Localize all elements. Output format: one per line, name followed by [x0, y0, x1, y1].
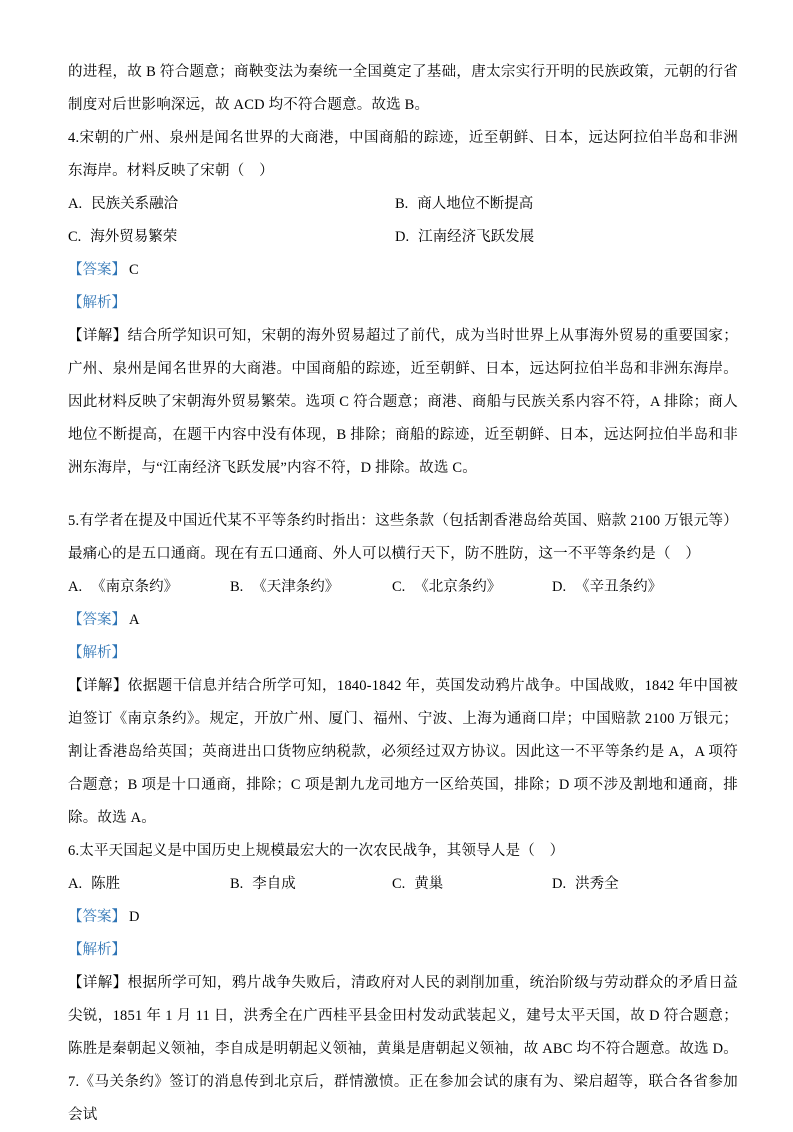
- question-5-option-a: [68, 571, 230, 604]
- option-text: 洪秀全: [575, 876, 619, 892]
- question-6-option-c: [392, 868, 552, 901]
- question-6-answer-line: [68, 901, 738, 934]
- question-5-block: [68, 505, 738, 835]
- question-5-stem: 5.有学者在提及中国近代某不平等条约时指出：这些条款（包括割香港岛给英国、赔款 2100 万银元等）最痛心的是五口通商。现在有五口通商、外人可以横行天下，防不胜防，这一不平等条约是（ ）: [68, 513, 738, 562]
- analysis-label: 【解析】: [68, 942, 126, 958]
- option-key: B.: [230, 579, 244, 595]
- option-key: A.: [68, 196, 83, 212]
- option-key: A.: [68, 579, 83, 595]
- question-5-options: [68, 571, 738, 604]
- question-4-option-a: [68, 188, 395, 221]
- question-4-options: [68, 188, 738, 254]
- option-text: 商人地位不断提高: [417, 196, 534, 212]
- question-6-block: [68, 835, 738, 1066]
- option-key: A.: [68, 876, 83, 892]
- question-4-analysis-line: [68, 287, 738, 320]
- option-key: B.: [230, 876, 244, 892]
- option-key: D.: [395, 229, 410, 245]
- option-text: 《北京条约》: [414, 579, 502, 595]
- question-6-options: [68, 868, 738, 901]
- question-5-detail-paragraph: 【详解】依据题干信息并结合所学可知，1840-1842 年，英国发动鸦片战争。中国战败，1842 年中国被迫签订《南京条约》。规定，开放广州、厦门、福州、宁波、上海为通商口岸；中国赔款 2100 万银元；割让香港岛给英国；英商进出口货物应纳税款，必须经过双方协议。因此这一不平等条约是 A，A 项符合题意；B 项是十口通商，排除；C 项是割九龙司地方一区给英国，排除；D 项不涉及割地和通商，排除。故选 A。: [68, 678, 738, 826]
- option-text: 江南经济飞跃发展: [418, 229, 535, 245]
- question-4-answer-line: [68, 254, 738, 287]
- option-key: C.: [68, 229, 82, 245]
- question-6-option-d: [552, 868, 738, 901]
- option-text: 《南京条约》: [91, 579, 179, 595]
- answer-letter: A: [129, 612, 140, 628]
- question-5-analysis-line: [68, 637, 738, 670]
- option-key: C.: [392, 579, 406, 595]
- question-6-option-a: [68, 868, 230, 901]
- answer-label: 【答案】: [68, 262, 126, 278]
- question-5-option-d: [552, 571, 738, 604]
- question-6-detail-paragraph: 【详解】根据所学可知，鸦片战争失败后，清政府对人民的剥削加重，统治阶级与劳动群众的矛盾日益尖锐，1851 年 1 月 11 日，洪秀全在广西桂平县金田村发动武装起义，建号太平天国，故 D 符合题意；陈胜是秦朝起义领袖，李自成是明朝起义领袖，黄巢是唐朝起义领袖，故 ABC 均不符合题意。故选 D。: [68, 975, 738, 1057]
- question-6-stem: 6.太平天国起义是中国历史上规模最宏大的一次农民战争，其领导人是（ ）: [68, 843, 565, 859]
- answer-label: 【答案】: [68, 612, 126, 628]
- option-text: 李自成: [252, 876, 296, 892]
- question-6-option-b: [230, 868, 392, 901]
- question-4-option-d: [395, 221, 738, 254]
- question-4-detail-paragraph: 【详解】结合所学知识可知，宋朝的海外贸易超过了前代，成为当时世界上从事海外贸易的重要国家；广州、泉州是闻名世界的大商港。中国商船的踪迹，近至朝鲜、日本，远达阿拉伯半岛和非洲东海岸。因此材料反映了宋朝海外贸易繁荣。选项 C 符合题意；商港、商船与民族关系内容不符，A 排除；商人地位不断提高，在题干内容中没有体现，B 排除；商船的踪迹，近至朝鲜、日本，远达阿拉伯半岛和非洲东海岸，与“江南经济飞跃发展”内容不符，D 排除。故选 C。: [68, 328, 738, 476]
- previous-answer-tail-paragraph: 的进程，故 B 符合题意；商鞅变法为秦统一全国奠定了基础，唐太宗实行开明的民族政策，元朝的行省制度对后世影响深远，故 ACD 均不符合题意。故选 B。: [68, 64, 738, 113]
- option-text: 海外贸易繁荣: [90, 229, 178, 245]
- question-5-option-c: [392, 571, 552, 604]
- question-4-option-c: [68, 221, 395, 254]
- option-key: B.: [395, 196, 409, 212]
- answer-letter: D: [129, 909, 140, 925]
- question-6-analysis-line: [68, 934, 738, 967]
- option-text: 陈胜: [91, 876, 121, 892]
- option-text: 《辛丑条约》: [575, 579, 663, 595]
- question-4-option-b: [395, 188, 738, 221]
- question-5-option-b: [230, 571, 392, 604]
- answer-label: 【答案】: [68, 909, 126, 925]
- option-text: 民族关系融洽: [91, 196, 179, 212]
- question-5-answer-line: [68, 604, 738, 637]
- question-4-stem: 4.宋朝的广州、泉州是闻名世界的大商港，中国商船的踪迹，近至朝鲜、日本，远达阿拉伯半岛和非洲东海岸。材料反映了宋朝（ ）: [68, 130, 738, 179]
- question-4-block: [68, 122, 738, 485]
- answer-letter: C: [129, 262, 139, 278]
- option-text: 黄巢: [414, 876, 444, 892]
- option-key: C.: [392, 876, 406, 892]
- question-7-stem-partial: 7.《马关条约》签订的消息传到北京后，群情激愤。正在参加会试的康有为、梁启超等，联合各省参加会试: [68, 1074, 738, 1123]
- analysis-label: 【解析】: [68, 295, 126, 311]
- option-key: D.: [552, 876, 567, 892]
- option-key: D.: [552, 579, 567, 595]
- option-text: 《天津条约》: [252, 579, 340, 595]
- analysis-label: 【解析】: [68, 645, 126, 661]
